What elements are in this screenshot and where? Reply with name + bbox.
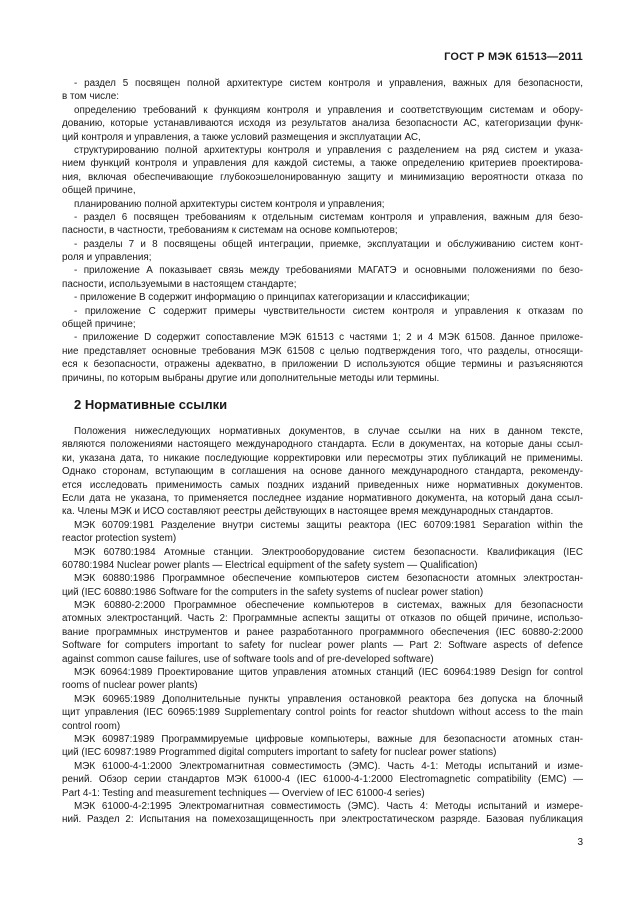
text-line: rooms of nuclear power plants): [62, 680, 198, 692]
text-line: рений. Обзор серии стандартов МЭК 61000-4 (IEC 61000-4-1:2000 Electromagnetic compatibility (EMC) —: [62, 774, 583, 786]
text-line: атомных электростанций. Часть 2: Программные аспекты защиты от отказов по общей причине, использо-: [62, 613, 583, 625]
text-line: определению требований к функциям контроля и управления и соответствующим системам и обору-: [74, 104, 583, 116]
text-line: - приложение С содержит примеры чувствительности систем контроля и управления к отказам по: [74, 305, 583, 317]
text-line: Если дата не указана, то применяется последнее издание нормативного документа, на который дана ссыл-: [62, 492, 583, 504]
section-1-body: [62, 77, 583, 385]
paragraph: [62, 666, 583, 693]
text-line: ций контроля и управления, а также условий размещения и эксплуатации АС,: [62, 131, 421, 143]
text-line: вание программных инструментов и ранее разработанного программного обеспечения (IEC 60880-2:2000: [62, 626, 583, 638]
paragraph: [62, 425, 583, 519]
text-line: общей причине;: [62, 319, 136, 331]
text-line: - приложение D содержит сопоставление МЭК 61513 с частями 1; 2 и 4 МЭК 61508. Данное приложе-: [74, 332, 583, 344]
text-line: структурированию полной архитектуры контроля и управления с разделением на ряд систем и указа-: [74, 144, 583, 156]
text-line: - приложение А показывает связь между требованиями МАГАТЭ и основными положениями по безо-: [74, 265, 583, 277]
text-line: МЭК 60709:1981 Разделение внутри системы защиты реактора (IEC 60709:1981 Separation within the: [74, 519, 583, 531]
text-line: ния, включая обеспечивающие глубокоэшелонированную защиту и минимизацию вероятности отказа по: [62, 171, 583, 183]
text-line: общей причине,: [62, 185, 136, 197]
text-line: МЭК 61000-4-1:2000 Электромагнитная совместимость (ЭМС). Часть 4-1: Методы испытаний и изме-: [74, 760, 583, 772]
paragraph: [62, 331, 583, 385]
text-line: причины, по которым выбраны другие или дополнительные методы или термины.: [62, 372, 440, 384]
text-line: пасности, используемыми в настоящем стандарте;: [62, 278, 297, 290]
paragraph: [62, 211, 583, 238]
text-line: еся к безопасности, отражены адекватно, в приложении D используются общие термины и разъясняются: [62, 359, 583, 371]
paragraph: [62, 104, 583, 144]
text-line: пасности, в частности, требованиям к системам на основе компьютеров;: [62, 225, 398, 237]
section-2-body: [62, 425, 583, 827]
section-heading: 2 Нормативные ссылки: [74, 397, 228, 412]
text-line: МЭК 60987:1989 Программируемые цифровые компьютеры, важные для безопасности атомных стан-: [74, 733, 583, 745]
text-line: control room): [62, 720, 121, 732]
text-line: ние представляет основные требования МЭК 61508 с целью подтверждения того, что разделы, относящи-: [62, 345, 583, 357]
text-line: Part 4-1: Testing and measurement techniques — Overview of IEC 61000-4 series): [62, 787, 425, 799]
paragraph: [62, 305, 583, 332]
text-line: against common cause failures, use of software tools and of pre-developed software): [62, 653, 434, 665]
text-line: нием функций контроля и управления для каждой системы, а также определению критериев проектирова-: [62, 158, 583, 170]
text-line: в том числе:: [62, 91, 120, 103]
text-line: МЭК 61000-4-2:1995 Электромагнитная совместимость (ЭМС). Часть 4: Методы испытаний и измере-: [74, 800, 583, 812]
text-line: reactor protection system): [62, 533, 177, 545]
paragraph: [62, 733, 583, 760]
paragraph: [62, 291, 583, 304]
paragraph: [62, 519, 583, 546]
paragraph: [62, 77, 583, 104]
text-line: щит управления (IEC 60965:1989 Supplementary control points for reactor shutdown without access to the main: [62, 707, 583, 719]
text-line: 60780:1984 Nuclear power plants — Electrical equipment of the safety system — Qualification): [62, 559, 478, 571]
text-line: - приложение В содержит информацию о принципах категоризации и классификации;: [74, 292, 470, 304]
text-line: МЭК 60880:1986 Программное обеспечение компьютеров систем безопасности атомных электростан-: [74, 573, 583, 585]
text-line: роля и управления;: [62, 252, 152, 264]
text-line: МЭК 60780:1984 Атомные станции. Электрооборудование систем безопасности. Квалификация (IEC: [74, 546, 583, 558]
paragraph: [62, 693, 583, 733]
text-line: - раздел 5 посвящен полной архитектуре систем контроля и управления, важных для безопасности,: [74, 78, 583, 89]
text-line: - раздел 6 посвящен требованиям к отдельным системам контроля и управления, важным для безо-: [74, 211, 583, 223]
text-line: МЭК 60880-2:2000 Программное обеспечение компьютеров в системах, важных для безопасности: [74, 600, 583, 612]
text-line: МЭК 60965:1989 Дополнительные пункты управления остановкой реактора без допуска на блочный: [74, 693, 583, 705]
text-line: Положения нижеследующих нормативных документов, в случае ссылки на них в данном тексте,: [74, 426, 583, 437]
paragraph: [62, 198, 583, 211]
text-line: МЭК 60964:1989 Проектирование щитов управления атомных станций (IEC 60964:1989 Design for control: [74, 667, 583, 679]
text-line: ка. Члены МЭК и ИСО составляют реестры действующих в настоящее время международных стандартов.: [62, 506, 554, 518]
paragraph: [62, 800, 583, 827]
paragraph: [62, 572, 583, 599]
text-line: дованию, которые устанавливаются исходя из результатов анализа безопасности АС, категоризации функ-: [62, 118, 583, 130]
paragraph: [62, 760, 583, 800]
text-line: ки, указана дата, то никакие последующие корректировки или пересмотры этих публикаций не применимы.: [62, 452, 583, 464]
document-header-id: ГОСТ Р МЭК 61513—2011: [444, 51, 583, 63]
text-line: ций (IEC 60880:1986 Software for the computers in the safety systems of nuclear power station): [62, 586, 484, 598]
text-line: Software for computers important to safety for nuclear power plants — Part 2: Software aspects of defence: [62, 640, 583, 652]
text-line: Однако сторонам, вступающим в соглашения на основе данного международного стандарта, рекоменду-: [62, 466, 583, 478]
paragraph: [62, 238, 583, 265]
paragraph: [62, 599, 583, 666]
paragraph: [62, 144, 583, 198]
text-line: являются положениями настоящего международного стандарта. Если в документах, на которые даны ссыл-: [62, 439, 583, 451]
text-line: ций (IEC 60987:1989 Programmed digital computers important to safety for nuclear power stations): [62, 747, 497, 759]
text-line: планированию полной архитектуры систем контроля и управления;: [74, 198, 385, 210]
paragraph: [62, 264, 583, 291]
page-number: 3: [577, 837, 583, 848]
text-line: - разделы 7 и 8 посвящены общей интеграции, приемке, эксплуатации и обслуживанию систем конт-: [74, 238, 583, 250]
text-line: ется исследовать применимость самых поздних изданий приведенных ниже нормативных документов.: [62, 479, 583, 491]
paragraph: [62, 546, 583, 573]
text-line: ний. Раздел 2: Испытания на помехозащищенность при электростатическом разряде. Базовая публикация: [62, 814, 583, 826]
